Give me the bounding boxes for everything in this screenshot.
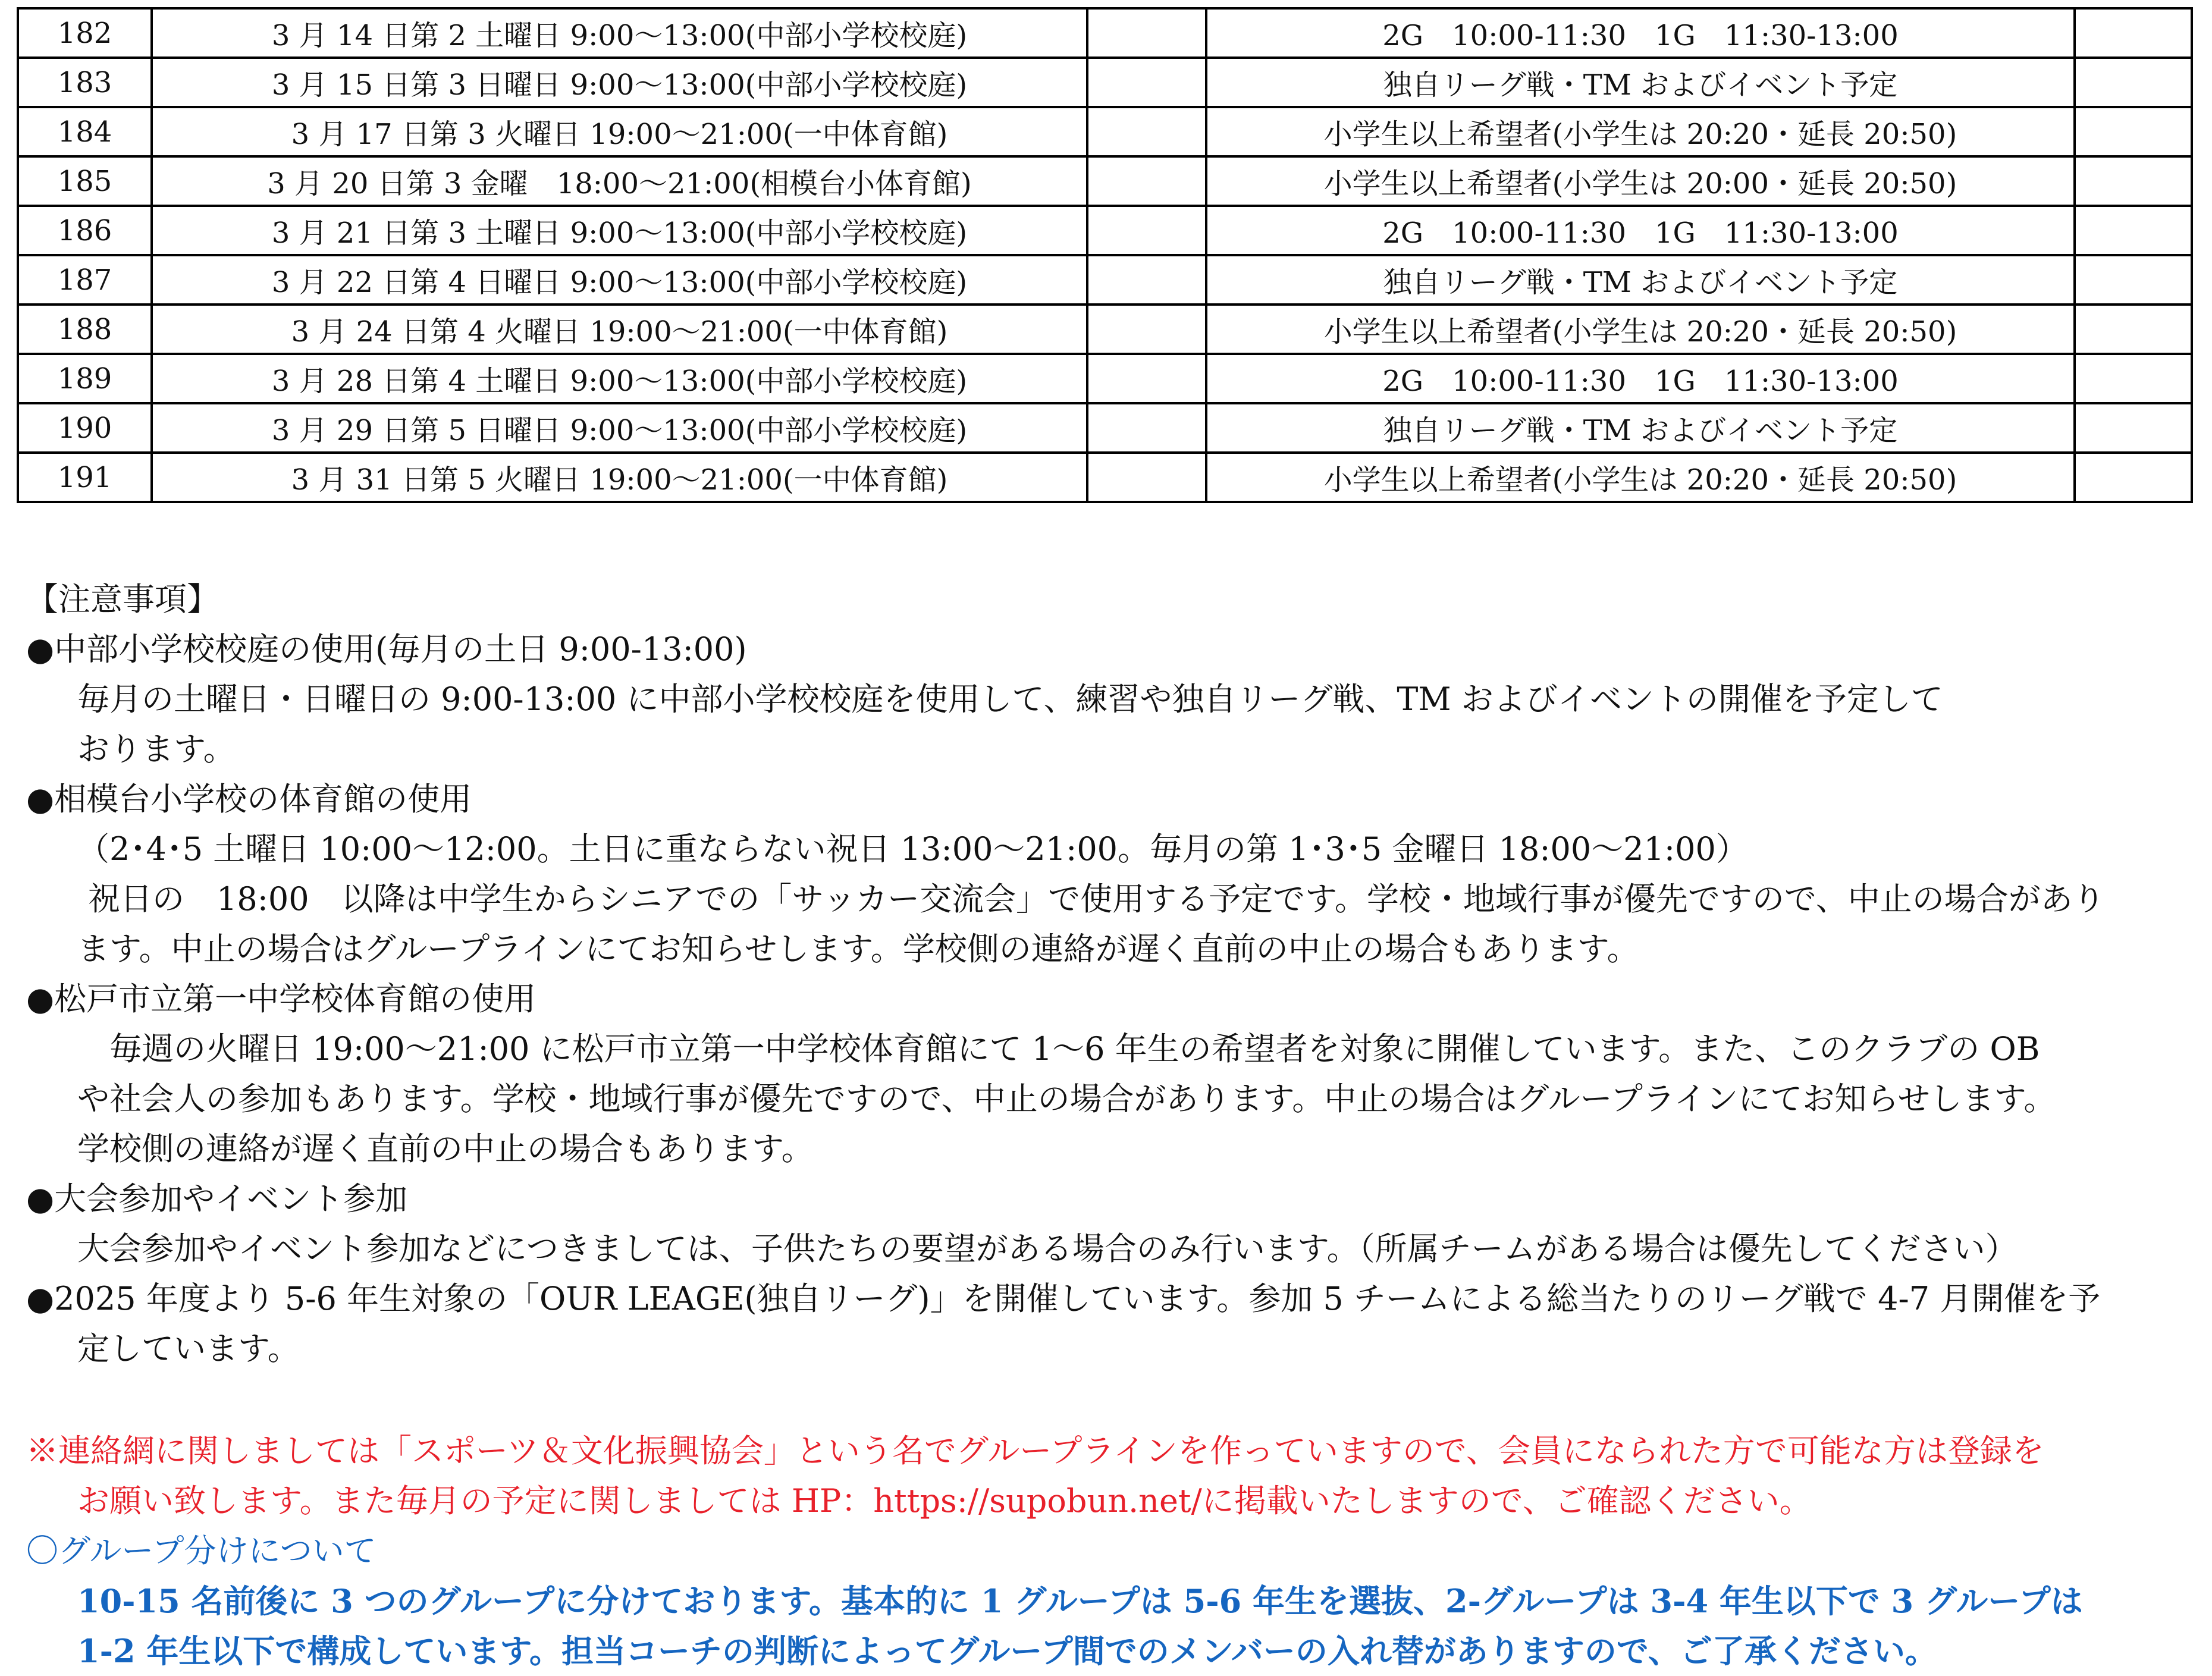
activity-detail-cell: 小学生以上希望者(小学生は 20:00・延長 20:50) — [1206, 156, 2075, 206]
row-number-cell: 182 — [18, 8, 152, 58]
blank-cell — [1087, 206, 1206, 255]
table-row — [18, 156, 2192, 206]
ichichu-body-line-1: 毎週の火曜日 19:00～21:00 に松戸市立第一中学校体育館にて 1～6 年生の希望者を対象に開催しています。また、このクラブの OB — [77, 1030, 2040, 1068]
chubu-title: ●中部小学校校庭の使用(毎月の土日 9:00-13:00) — [26, 630, 747, 668]
date-time-venue-cell: 3 月 31 日第 5 火曜日 19:00～21:00(一中体育館) — [152, 453, 1087, 502]
row-number-cell: 187 — [18, 255, 152, 305]
event-title: ●大会参加やイベント参加 — [26, 1180, 408, 1217]
remarks-cell — [2075, 255, 2192, 305]
table-row — [18, 354, 2192, 403]
table-row — [18, 206, 2192, 255]
remarks-cell — [2075, 107, 2192, 156]
event-body-line-1: 大会参加やイベント参加などにつきましては、子供たちの要望がある場合のみ行います。（所属チームがある場合は優先してください） — [77, 1230, 2018, 1267]
remarks-cell — [2075, 354, 2192, 403]
section-spacer — [26, 1374, 2191, 1426]
blank-cell — [1087, 255, 1206, 305]
blank-cell — [1087, 453, 1206, 502]
date-time-venue-cell: 3 月 22 日第 4 日曜日 9:00～13:00(中部小学校校庭) — [152, 255, 1087, 305]
contact-notice-line-1: ※連絡網に関しましては「スポーツ＆文化振興協会」という名でグループラインを作っていますので、会員になられた方で可能な方は登録を — [26, 1432, 2044, 1470]
blank-cell — [1087, 156, 1206, 206]
date-time-venue-cell: 3 月 21 日第 3 土曜日 9:00～13:00(中部小学校校庭) — [152, 206, 1087, 255]
date-time-venue-cell: 3 月 20 日第 3 金曜 18:00～21:00(相模台小体育館) — [152, 156, 1087, 206]
remarks-cell — [2075, 206, 2192, 255]
remarks-cell — [2075, 403, 2192, 453]
remarks-cell — [2075, 156, 2192, 206]
table-row — [18, 58, 2192, 107]
row-number-cell: 186 — [18, 206, 152, 255]
date-time-venue-cell: 3 月 24 日第 4 火曜日 19:00～21:00(一中体育館) — [152, 305, 1087, 354]
contact-notice-line-2: お願い致します。また毎月の予定に関しましては HP：https://supobun.net/に掲載いたしますので、ご確認ください。 — [77, 1482, 1812, 1520]
sagamidai-body-line-3: ます。中止の場合はグループラインにてお知らせします。学校側の連絡が遅く直前の中止の場合もあります。 — [77, 930, 1639, 968]
activity-detail-cell: 小学生以上希望者(小学生は 20:20・延長 20:50) — [1206, 453, 2075, 502]
grouping-body-line-1: 10-15 名前後に 3 つのグループに分けております。基本的に 1 グループは 5-6 年生を選抜、2-グループは 3-4 年生以下で 3 グループは — [77, 1582, 2083, 1620]
activity-detail-cell: 2G 10:00-11:30 1G 11:30-13:00 — [1206, 354, 2075, 403]
remarks-cell — [2075, 8, 2192, 58]
blank-cell — [1087, 305, 1206, 354]
row-number-cell: 184 — [18, 107, 152, 156]
grouping-body-line-2: 1-2 年生以下で構成しています。担当コーチの判断によってグループ間でのメンバーの入れ替がありますので、ご了承ください。 — [77, 1632, 1937, 1670]
blank-cell — [1087, 354, 1206, 403]
table-row — [18, 453, 2192, 502]
row-number-cell: 190 — [18, 403, 152, 453]
table-row — [18, 8, 2192, 58]
sagamidai-body-line-1: （2･4･5 土曜日 10:00～12:00。土日に重ならない祝日 13:00～21:00。毎月の第 1･3･5 金曜日 18:00～21:00） — [77, 830, 1748, 868]
activity-detail-cell: 独自リーグ戦・TM およびイベント予定 — [1206, 58, 2075, 107]
chubu-body-line-2: おります。 — [77, 730, 236, 768]
league-title: ●2025 年度より 5-6 年生対象の「OUR LEAGE(独自リーグ)」を開催しています。参加 5 チームによる総当たりのリーグ戦で 4-7 月開催を予 — [26, 1280, 2101, 1317]
blank-cell — [1087, 8, 1206, 58]
remarks-cell — [2075, 453, 2192, 502]
row-number-cell: 189 — [18, 354, 152, 403]
schedule-body — [18, 8, 2192, 502]
ichichu-body-line-2: や社会人の参加もあります。学校・地域行事が優先ですので、中止の場合があります。中止の場合はグループラインにてお知らせします。 — [77, 1080, 2056, 1118]
ichichu-title: ●松戸市立第一中学校体育館の使用 — [26, 980, 536, 1018]
blank-cell — [1087, 107, 1206, 156]
activity-detail-cell: 独自リーグ戦・TM およびイベント予定 — [1206, 255, 2075, 305]
date-time-venue-cell: 3 月 15 日第 3 日曜日 9:00～13:00(中部小学校校庭) — [152, 58, 1087, 107]
activity-detail-cell: 独自リーグ戦・TM およびイベント予定 — [1206, 403, 2075, 453]
table-row — [18, 255, 2192, 305]
activity-detail-cell: 小学生以上希望者(小学生は 20:20・延長 20:50) — [1206, 305, 2075, 354]
blank-cell — [1087, 58, 1206, 107]
date-time-venue-cell: 3 月 17 日第 3 火曜日 19:00～21:00(一中体育館) — [152, 107, 1087, 156]
sagamidai-title: ●相模台小学校の体育館の使用 — [26, 780, 472, 818]
table-row — [18, 403, 2192, 453]
sagamidai-body-line-2: 祝日の 18:00 以降は中学生からシニアでの「サッカー交流会」で使用する予定です。学校・地域行事が優先ですので、中止の場合があり — [88, 880, 2105, 918]
table-row — [18, 107, 2192, 156]
league-body-line-1: 定しています。 — [77, 1330, 300, 1367]
activity-detail-cell: 2G 10:00-11:30 1G 11:30-13:00 — [1206, 8, 2075, 58]
schedule-table — [17, 7, 2193, 503]
table-row — [18, 305, 2192, 354]
remarks-cell — [2075, 305, 2192, 354]
blank-cell — [1087, 403, 1206, 453]
date-time-venue-cell: 3 月 29 日第 5 日曜日 9:00～13:00(中部小学校校庭) — [152, 403, 1087, 453]
notes-heading: 【注意事項】 — [26, 580, 219, 618]
activity-detail-cell: 2G 10:00-11:30 1G 11:30-13:00 — [1206, 206, 2075, 255]
ichichu-body-line-3: 学校側の連絡が遅く直前の中止の場合もあります。 — [77, 1130, 814, 1167]
notes-section — [26, 575, 2191, 1676]
row-number-cell: 185 — [18, 156, 152, 206]
date-time-venue-cell: 3 月 14 日第 2 土曜日 9:00～13:00(中部小学校校庭) — [152, 8, 1087, 58]
row-number-cell: 183 — [18, 58, 152, 107]
date-time-venue-cell: 3 月 28 日第 4 土曜日 9:00～13:00(中部小学校校庭) — [152, 354, 1087, 403]
row-number-cell: 191 — [18, 453, 152, 502]
chubu-body-line-1: 毎月の土曜日・日曜日の 9:00-13:00 に中部小学校校庭を使用して、練習や独自リーグ戦、TM およびイベントの開催を予定して — [77, 680, 1943, 718]
grouping-title: 〇グループ分けについて — [26, 1532, 376, 1570]
remarks-cell — [2075, 58, 2192, 107]
row-number-cell: 188 — [18, 305, 152, 354]
activity-detail-cell: 小学生以上希望者(小学生は 20:20・延長 20:50) — [1206, 107, 2075, 156]
